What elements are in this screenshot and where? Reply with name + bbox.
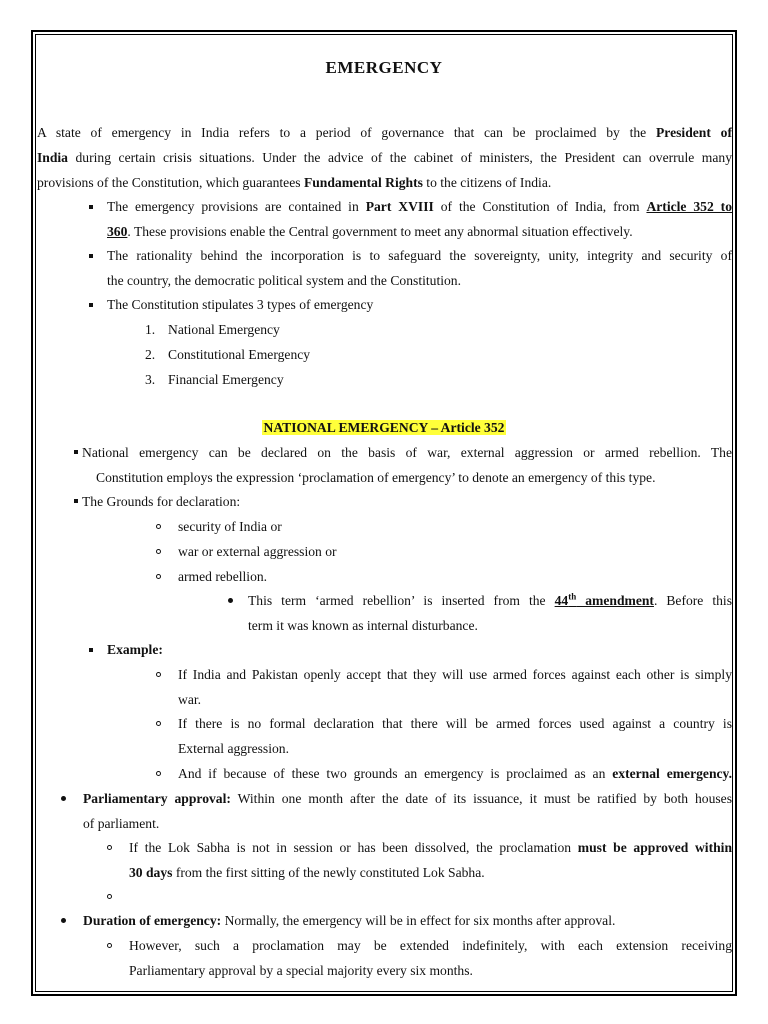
armed-rebellion-note: This term ‘armed rebellion’ is inserted from the 44th amendment. Before this — [248, 591, 732, 608]
intro-line-2: India during certain crisis situations. Under the advice of the cabinet of ministers, the President can overrule many — [37, 150, 732, 165]
type-number: 2. — [145, 347, 156, 362]
extension-note: However, such a proclamation may be extended indefinitely, with each extension receiving — [129, 938, 732, 953]
circle-bullet-icon — [156, 574, 161, 579]
bullet-rationality: The rationality behind the incorporation is to safeguard the sovereignty, unity, integrity and security of — [107, 248, 732, 263]
type-national: National Emergency — [168, 322, 280, 337]
circle-bullet-icon — [156, 524, 161, 529]
intro-line-1: A state of emergency in India refers to a period of governance that can be proclaimed by the President of — [37, 125, 732, 140]
circle-bullet-icon — [156, 721, 161, 726]
type-constitutional: Constitutional Emergency — [168, 347, 311, 362]
circle-bullet-icon — [107, 894, 112, 899]
square-bullet-icon — [74, 499, 78, 503]
square-bullet-icon — [74, 450, 78, 454]
extension-note-cont: Parliamentary approval by a special majority every six months. — [129, 963, 473, 978]
ground-armed-rebellion: armed rebellion. — [178, 569, 268, 584]
type-number: 3. — [145, 372, 156, 387]
circle-bullet-icon — [107, 845, 112, 850]
ground-security: security of India or — [178, 519, 282, 534]
example-aggression: If there is no formal declaration that there will be armed forces used against a country is — [178, 716, 732, 731]
dot-bullet-icon — [228, 598, 233, 603]
circle-bullet-icon — [156, 549, 161, 554]
lok-sabha-approval-cont: 30 days from the first sitting of the newly constituted Lok Sabha. — [129, 865, 485, 880]
parliamentary-approval: Parliamentary approval: Within one month after the date of its issuance, it must be ratified by both houses — [83, 791, 732, 806]
example-aggression-cont: External aggression. — [178, 741, 289, 756]
national-emergency-heading: NATIONAL EMERGENCY – Article 352 — [263, 420, 505, 435]
bullet-rationality-cont: the country, the democratic political system and the Constitution. — [107, 273, 461, 288]
example-external-emergency: And if because of these two grounds an emergency is proclaimed as an external emergency. — [178, 766, 732, 781]
circle-bullet-icon — [156, 771, 161, 776]
type-financial: Financial Emergency — [168, 372, 284, 387]
example-war: If India and Pakistan openly accept that they will use armed forces against each other is simply — [178, 667, 732, 682]
national-definition-cont: Constitution employs the expression ‘proclamation of emergency’ to denote an emergency of this type. — [96, 470, 656, 485]
bullet-part-xviii: The emergency provisions are contained in Part XVIII of the Constitution of India, from Article 352 to — [107, 199, 733, 214]
square-bullet-icon — [89, 254, 93, 258]
circle-bullet-icon — [107, 943, 112, 948]
duration-of-emergency: Duration of emergency: Normally, the emergency will be in effect for six months after approval. — [83, 913, 616, 928]
square-bullet-icon — [89, 205, 93, 209]
square-bullet-icon — [89, 648, 93, 652]
parliamentary-approval-cont: of parliament. — [83, 816, 160, 831]
example-war-cont: war. — [178, 692, 202, 707]
lok-sabha-approval: If the Lok Sabha is not in session or has been dissolved, the proclamation must be approved within — [129, 840, 733, 855]
dot-bullet-icon — [61, 796, 66, 801]
bullet-three-types: The Constitution stipulates 3 types of emergency — [107, 297, 374, 312]
square-bullet-icon — [89, 303, 93, 307]
dot-bullet-icon — [61, 918, 66, 923]
circle-bullet-icon — [156, 672, 161, 677]
armed-rebellion-note-cont: term it was known as internal disturbance. — [248, 618, 478, 633]
national-definition: National emergency can be declared on the basis of war, external aggression or armed rebellion. The — [82, 445, 732, 460]
example-label: Example: — [107, 642, 163, 657]
bullet-part-xviii-cont: 360. These provisions enable the Central government to meet any abnormal situation effectively. — [107, 224, 633, 239]
type-number: 1. — [145, 322, 156, 337]
intro-line-3: provisions of the Constitution, which guarantees Fundamental Rights to the citizens of India. — [37, 175, 552, 190]
grounds-label: The Grounds for declaration: — [82, 494, 241, 509]
ground-war: war or external aggression or — [178, 544, 337, 559]
document-title: EMERGENCY — [325, 58, 443, 77]
